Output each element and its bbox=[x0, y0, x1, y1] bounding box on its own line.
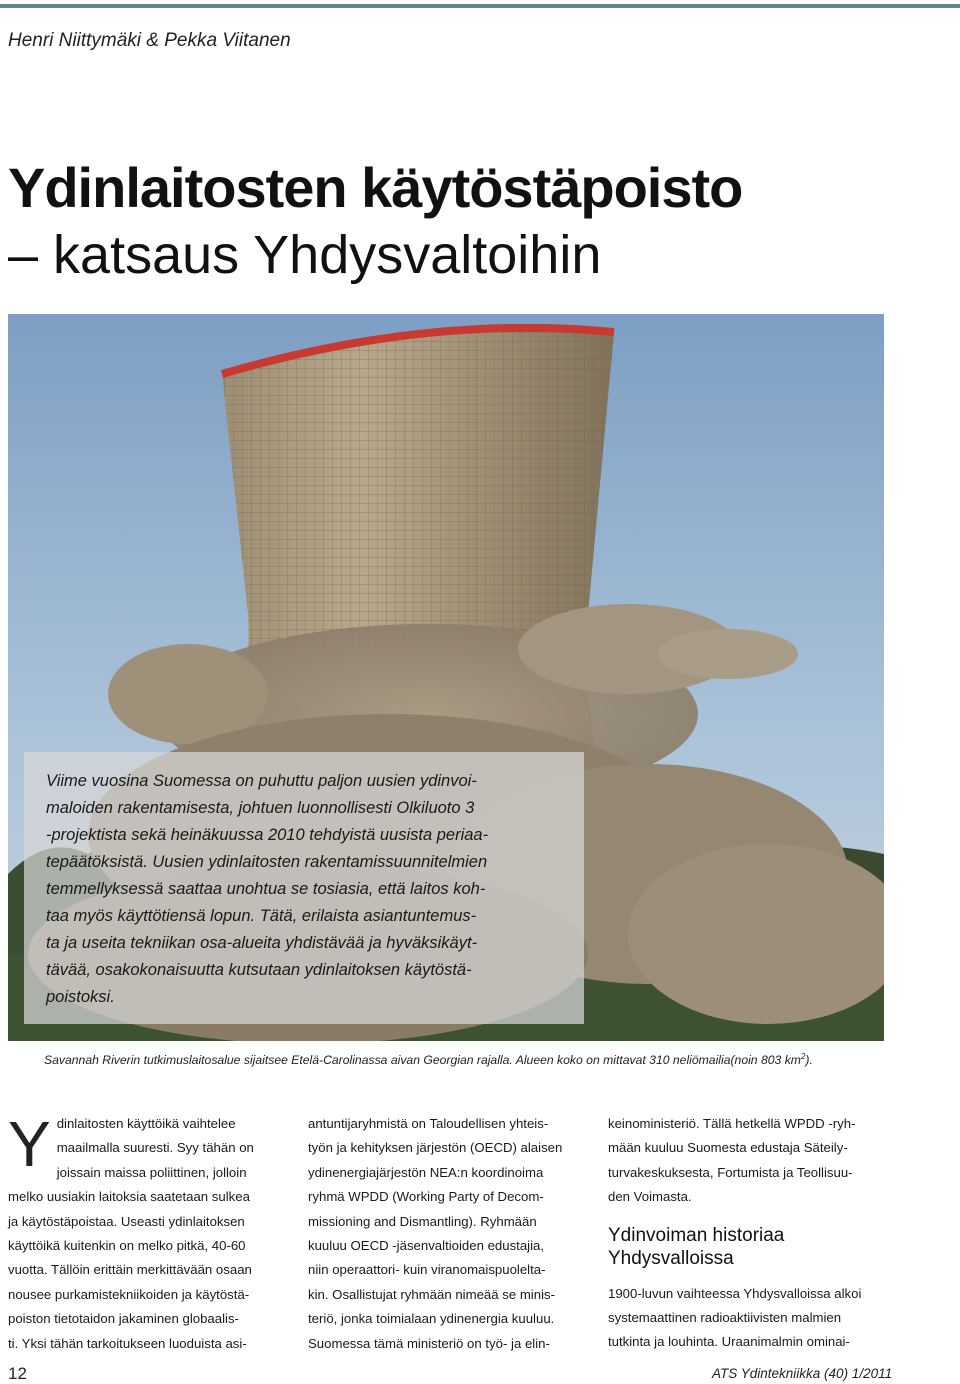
article-title bbox=[8, 156, 743, 285]
caption-end: ). bbox=[805, 1053, 813, 1068]
section-heading bbox=[608, 1224, 886, 1270]
body-line: ydinenergiajärjestön NEA:n koordinoima bbox=[308, 1164, 544, 1180]
lead-line: Viime vuosina Suomessa on puhuttu paljon uusien ydinvoi- bbox=[46, 772, 477, 790]
body-line: Suomessa tämä ministeriö on työ- ja elin- bbox=[308, 1335, 550, 1351]
title-line-2: – katsaus Yhdysvaltoihin bbox=[8, 225, 602, 285]
lead-line: -projektista sekä heinäkuussa 2010 tehdyistä uusista periaa- bbox=[46, 826, 489, 844]
lead-line: tepäätöksistä. Uusien ydinlaitosten rakentamissuunnitelmien bbox=[46, 853, 488, 871]
journal-footer: ATS Ydintekniikka (40) 1/2011 bbox=[712, 1366, 893, 1381]
lead-line: maloiden rakentamisesta, johtuen luonnollisesti Olkiluoto 3 bbox=[46, 799, 475, 817]
page-number: 12 bbox=[8, 1364, 27, 1383]
body-line: melko uusiakin laitoksia saatetaan sulkea bbox=[8, 1189, 250, 1205]
lead-line: tävää, osakokonaisuutta kutsutaan ydinlaitoksen käytöstä- bbox=[46, 961, 472, 979]
body-line: 1900-luvun vaihteessa Yhdysvalloissa alkoi bbox=[608, 1285, 862, 1301]
body-line: mään kuuluu Suomesta edustaja Säteily- bbox=[608, 1140, 848, 1156]
body-column-2 bbox=[308, 1112, 584, 1356]
body-line: kuuluu OECD -jäsenvaltioiden edustajia, bbox=[308, 1238, 545, 1254]
authors: Henri Niittymäki & Pekka Viitanen bbox=[8, 30, 291, 51]
body-line: missioning and Dismantling). Ryhmään bbox=[308, 1213, 537, 1229]
body-line: keinoministeriö. Tällä hetkellä WPDD -ryh- bbox=[608, 1116, 856, 1131]
caption-text: Savannah Riverin tutkimuslaitosalue sijaitsee Etelä-Carolinassa aivan Georgian rajalla. Alueen koko on mittavat 310 neliömailia(noin 803 km bbox=[44, 1053, 801, 1068]
body-column-3 bbox=[608, 1112, 886, 1355]
lead-line: taa myös käyttötiensä lopun. Tätä, erilaista asiantuntemus- bbox=[46, 907, 477, 925]
body-line: työn ja kehityksen järjestön (OECD) alaisen bbox=[308, 1140, 563, 1156]
body-line: tutkinta ja louhinta. Uraanimalmin ominai- bbox=[608, 1334, 850, 1350]
body-column-1 bbox=[8, 1108, 282, 1356]
body-line: systemaattinen radioaktiivisten malmien bbox=[608, 1310, 842, 1326]
lead-line: poistoksi. bbox=[46, 988, 115, 1006]
body-line: maailmalla suuresti. Syy tähän on bbox=[56, 1140, 254, 1156]
title-line-1: Ydinlaitosten käytöstäpoisto bbox=[8, 156, 743, 219]
body-line: turvakeskuksesta, Fortumista ja Teollisuu- bbox=[608, 1164, 853, 1180]
section-heading-line-1: Ydinvoiman historiaa bbox=[608, 1224, 785, 1246]
caption-superscript: 2 bbox=[800, 1052, 806, 1061]
body-line: ti. Yksi tähän tarkoitukseen luoduista asi- bbox=[8, 1335, 247, 1351]
section-heading-line-2: Yhdysvalloissa bbox=[608, 1247, 734, 1269]
body-line: teriö, jonka toimialaan ydinenergia kuuluu. bbox=[308, 1311, 555, 1327]
body-line: nousee purkamistekniikoiden ja käytöstä- bbox=[8, 1286, 250, 1302]
body-line: ryhmä WPDD (Working Party of Decom- bbox=[308, 1189, 544, 1205]
lead-line: ta ja useita tekniikan osa-alueita yhdistävää ja hyväksikäyt- bbox=[46, 934, 478, 952]
body-line: vuotta. Tällöin erittäin merkittävään osaan bbox=[8, 1262, 252, 1278]
lead-paragraph bbox=[24, 752, 584, 1024]
drop-cap: Y bbox=[8, 1108, 51, 1180]
body-line: antuntijaryhmistä on Taloudellisen yhteis- bbox=[308, 1116, 549, 1131]
lead-line: temmellyksessä saattaa unohtua se tosiasia, että laitos koh- bbox=[46, 880, 486, 898]
photo-caption bbox=[44, 1052, 813, 1067]
body-line: dinlaitosten käyttöikä vaihtelee bbox=[56, 1116, 236, 1131]
body-line: niin operaattori- kuin viranomaispuolelta- bbox=[308, 1262, 546, 1278]
body-line: käyttöikä kuitenkin on melko pitkä, 40-60 bbox=[8, 1238, 246, 1254]
body-line: joissain maissa poliittinen, jolloin bbox=[56, 1164, 247, 1180]
body-line: den Voimasta. bbox=[608, 1189, 692, 1205]
body-line: ja käytöstäpoistaa. Useasti ydinlaitoksen bbox=[8, 1213, 245, 1229]
top-rule bbox=[0, 4, 960, 8]
body-line: poiston tietotaidon jakaminen globaalis- bbox=[8, 1311, 239, 1327]
body-line: kin. Osallistujat ryhmään nimeää se minis- bbox=[308, 1286, 555, 1302]
